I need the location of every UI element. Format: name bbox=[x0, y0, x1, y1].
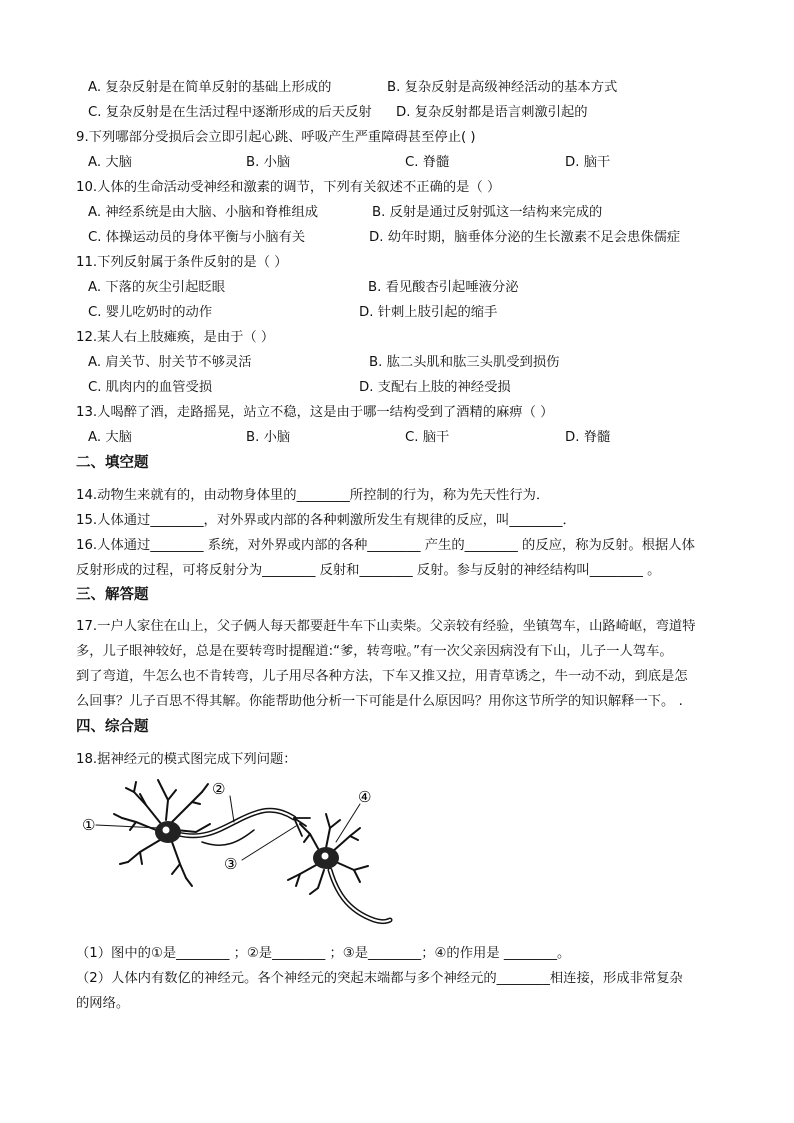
q11-option-d: D. 针刺上肢引起的缩手 bbox=[359, 305, 498, 320]
q9-option-c: C. 脊髓 bbox=[405, 155, 450, 170]
q10-option-a: A. 神经系统是由大脑、小脑和脊椎组成 bbox=[88, 205, 319, 220]
neuron-label-1: ① bbox=[82, 816, 96, 834]
q11-option-a: A. 下落的灰尘引起眨眼 bbox=[88, 280, 225, 295]
q14-text: 14.动物生来就有的，由动物身体里的________所控制的行为，称为先天性行为． bbox=[76, 488, 550, 503]
q13-option-a: A. 大脑 bbox=[88, 430, 132, 445]
q8-option-b: B. 复杂反射是高级神经活动的基本方式 bbox=[387, 80, 618, 95]
section-heading-fill-in: 二、填空题 bbox=[76, 455, 149, 471]
neuron-label-4: ④ bbox=[358, 788, 372, 806]
q18-part-1: （1）图中的①是________ ；②是________ ；③是________；④的作用是 ________。 bbox=[76, 946, 571, 961]
q8-option-d: D. 复杂反射都是语言刺激引起的 bbox=[396, 105, 588, 120]
q13-stem: 13.人喝醉了酒，走路摇晃，站立不稳，这是由于哪一结构受到了酒精的麻痹（ ） bbox=[76, 405, 554, 420]
q11-option-b: B. 看见酸杏引起唾液分泌 bbox=[368, 280, 519, 295]
q18-part-2-line-1: （2）人体内有数亿的神经元。各个神经元的突起末端都与多个神经元的________相连接，形成非常复杂 bbox=[76, 971, 683, 986]
q10-stem: 10.人体的生命活动受神经和激素的调节，下列有关叙述不正确的是（ ） bbox=[76, 180, 501, 195]
q10-option-c: C. 体操运动员的身体平衡与小脑有关 bbox=[88, 230, 306, 245]
q17-line-2: 多，儿子眼神较好，总是在要转弯时提醒道:“爹，转弯啦。”有一次父亲因病没有下山，儿子一人驾车。 bbox=[76, 644, 673, 659]
q17-line-4: 么回事？儿子百思不得其解。你能帮助他分析一下可能是什么原因吗？用你这节所学的知识解释一下。 . bbox=[76, 694, 683, 709]
q16-line-2: 反射形成的过程，可将反射分为________ 反射和________ 反射。参与反射的神经结构叫________ 。 bbox=[76, 563, 661, 578]
q12-option-c: C. 肌肉内的血管受损 bbox=[88, 380, 213, 395]
section-heading-answer: 三、解答题 bbox=[76, 587, 149, 603]
q12-option-a: A. 肩关节、肘关节不够灵活 bbox=[88, 355, 252, 370]
q18-part-2-line-2: 的网络。 bbox=[76, 996, 130, 1011]
neuron-label-2: ② bbox=[212, 780, 226, 798]
q13-option-c: C. 脑干 bbox=[405, 430, 450, 445]
neuron-diagram bbox=[74, 770, 394, 935]
q12-option-b: B. 肱二头肌和肱三头肌受到损伤 bbox=[369, 355, 560, 370]
q8-option-c: C. 复杂反射是在生活过程中逐渐形成的后天反射 bbox=[88, 105, 372, 120]
q10-option-b: B. 反射是通过反射弧这一结构来完成的 bbox=[372, 205, 603, 220]
q8-option-a: A. 复杂反射是在简单反射的基础上形成的 bbox=[88, 80, 332, 95]
q12-option-d: D. 支配右上肢的神经受损 bbox=[359, 380, 511, 395]
q16-line-1: 16.人体通过________ 系统，对外界或内部的各种________ 产生的________ 的反应，称为反射。根据人体 bbox=[76, 538, 695, 553]
q10-option-d: D. 幼年时期，脑垂体分泌的生长激素不足会患侏儒症 bbox=[369, 230, 681, 245]
section-heading-comprehensive: 四、综合题 bbox=[76, 719, 149, 735]
q12-stem: 12.某人右上肢瘫痪，是由于（ ） bbox=[76, 330, 275, 345]
q9-option-b: B. 小脑 bbox=[246, 155, 291, 170]
q17-line-3: 到了弯道，牛怎么也不肯转弯，儿子用尽各种方法，下车又推又拉，用青草诱之，牛一动不动，到底是怎 bbox=[76, 669, 688, 684]
q11-stem: 11.下列反射属于条件反射的是（ ） bbox=[76, 255, 288, 270]
q9-option-a: A. 大脑 bbox=[88, 155, 132, 170]
q13-option-d: D. 脊髓 bbox=[565, 430, 611, 445]
q17-line-1: 17.一户人家住在山上，父子俩人每天都要赶牛车下山卖柴。父亲较有经验，坐镇驾车，山路崎岖，弯道特 bbox=[76, 619, 696, 634]
q11-option-c: C. 婴儿吃奶时的动作 bbox=[88, 305, 213, 320]
q9-stem: 9.下列哪部分受损后会立即引起心跳、呼吸产生严重障碍甚至停止( ) bbox=[76, 130, 476, 145]
q15-text: 15.人体通过________，对外界或内部的各种刺激所发生有规律的反应，叫________． bbox=[76, 513, 576, 528]
q9-option-d: D. 脑干 bbox=[565, 155, 611, 170]
q18-stem: 18.据神经元的模式图完成下列问题： bbox=[76, 752, 297, 767]
q13-option-b: B. 小脑 bbox=[246, 430, 291, 445]
neuron-label-3: ③ bbox=[224, 855, 238, 873]
